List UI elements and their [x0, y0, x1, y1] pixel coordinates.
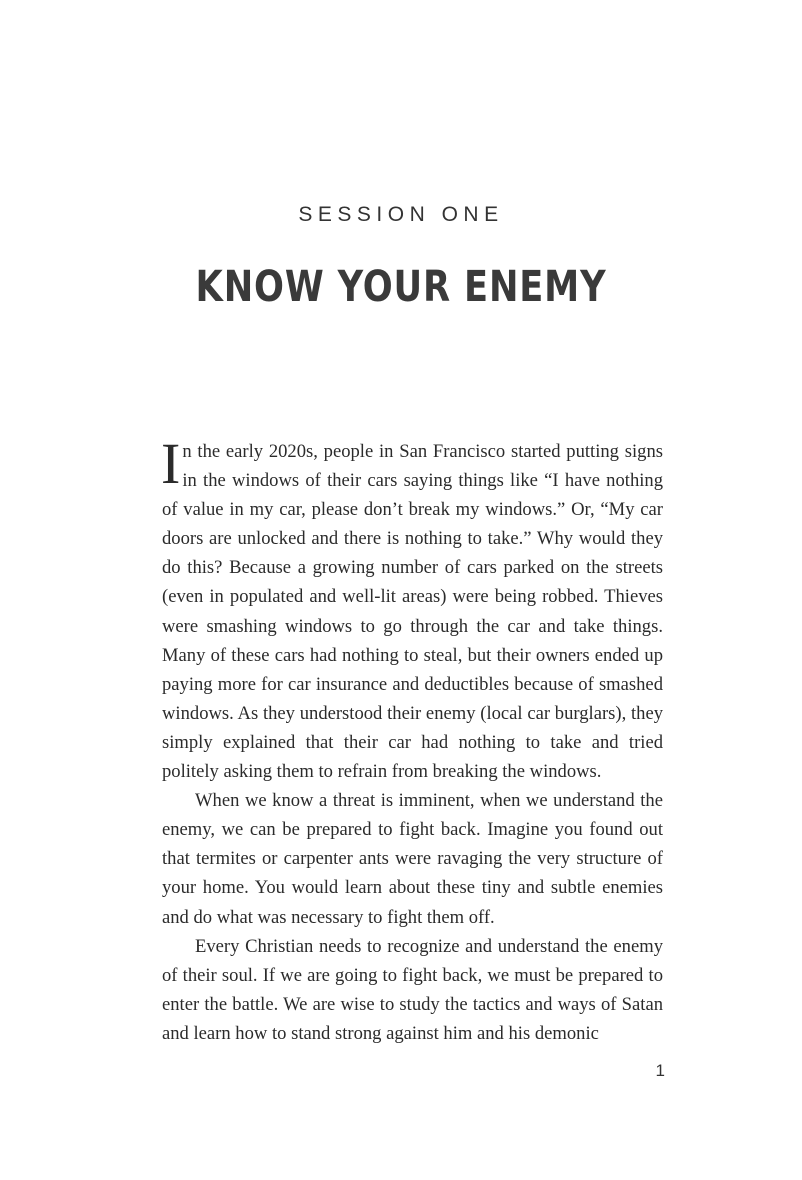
chapter-title: KNOW YOUR ENEMY: [195, 262, 607, 312]
paragraph-1-text: n the early 2020s, people in San Francisco started putting signs in the windows of their cars saying things like “I have nothing of value in my car, please don’t break my windows.” Or, “My car doors are unlocked and there is nothing to take.” Why would they do this? Because a growing number of cars parked on the streets (even in populated and well-lit areas) were being robbed. Thieves were smashing windows to go through the car and take things. Many of these cars had nothing to steal, but their owners ended up paying more for car insurance and deductibles because of smashed windows. As they understood their enemy (local car burglars), they simply explained that their car had nothing to take and tried politely asking them to refrain from breaking the windows.: [162, 441, 663, 783]
drop-cap: I: [161, 431, 181, 496]
page-number: 1: [655, 1061, 665, 1080]
body-text: [161, 431, 663, 1048]
session-label: SESSION ONE: [298, 203, 504, 226]
paragraph-3: Every Christian needs to recognize and understand the enemy of their soul. If we are going to fight back, we must be prepared to enter the battle. We are wise to study the tactics and ways of Satan and learn how to stand strong against him and his demonic: [162, 935, 663, 1044]
paragraph-1: [161, 431, 663, 786]
paragraph-2: When we know a threat is imminent, when we understand the enemy, we can be prepared to fight back. Imagine you found out that termites or carpenter ants were ravaging the very structure of your home. You would learn about these tiny and subtle enemies and do what was necessary to fight them off.: [162, 790, 663, 928]
